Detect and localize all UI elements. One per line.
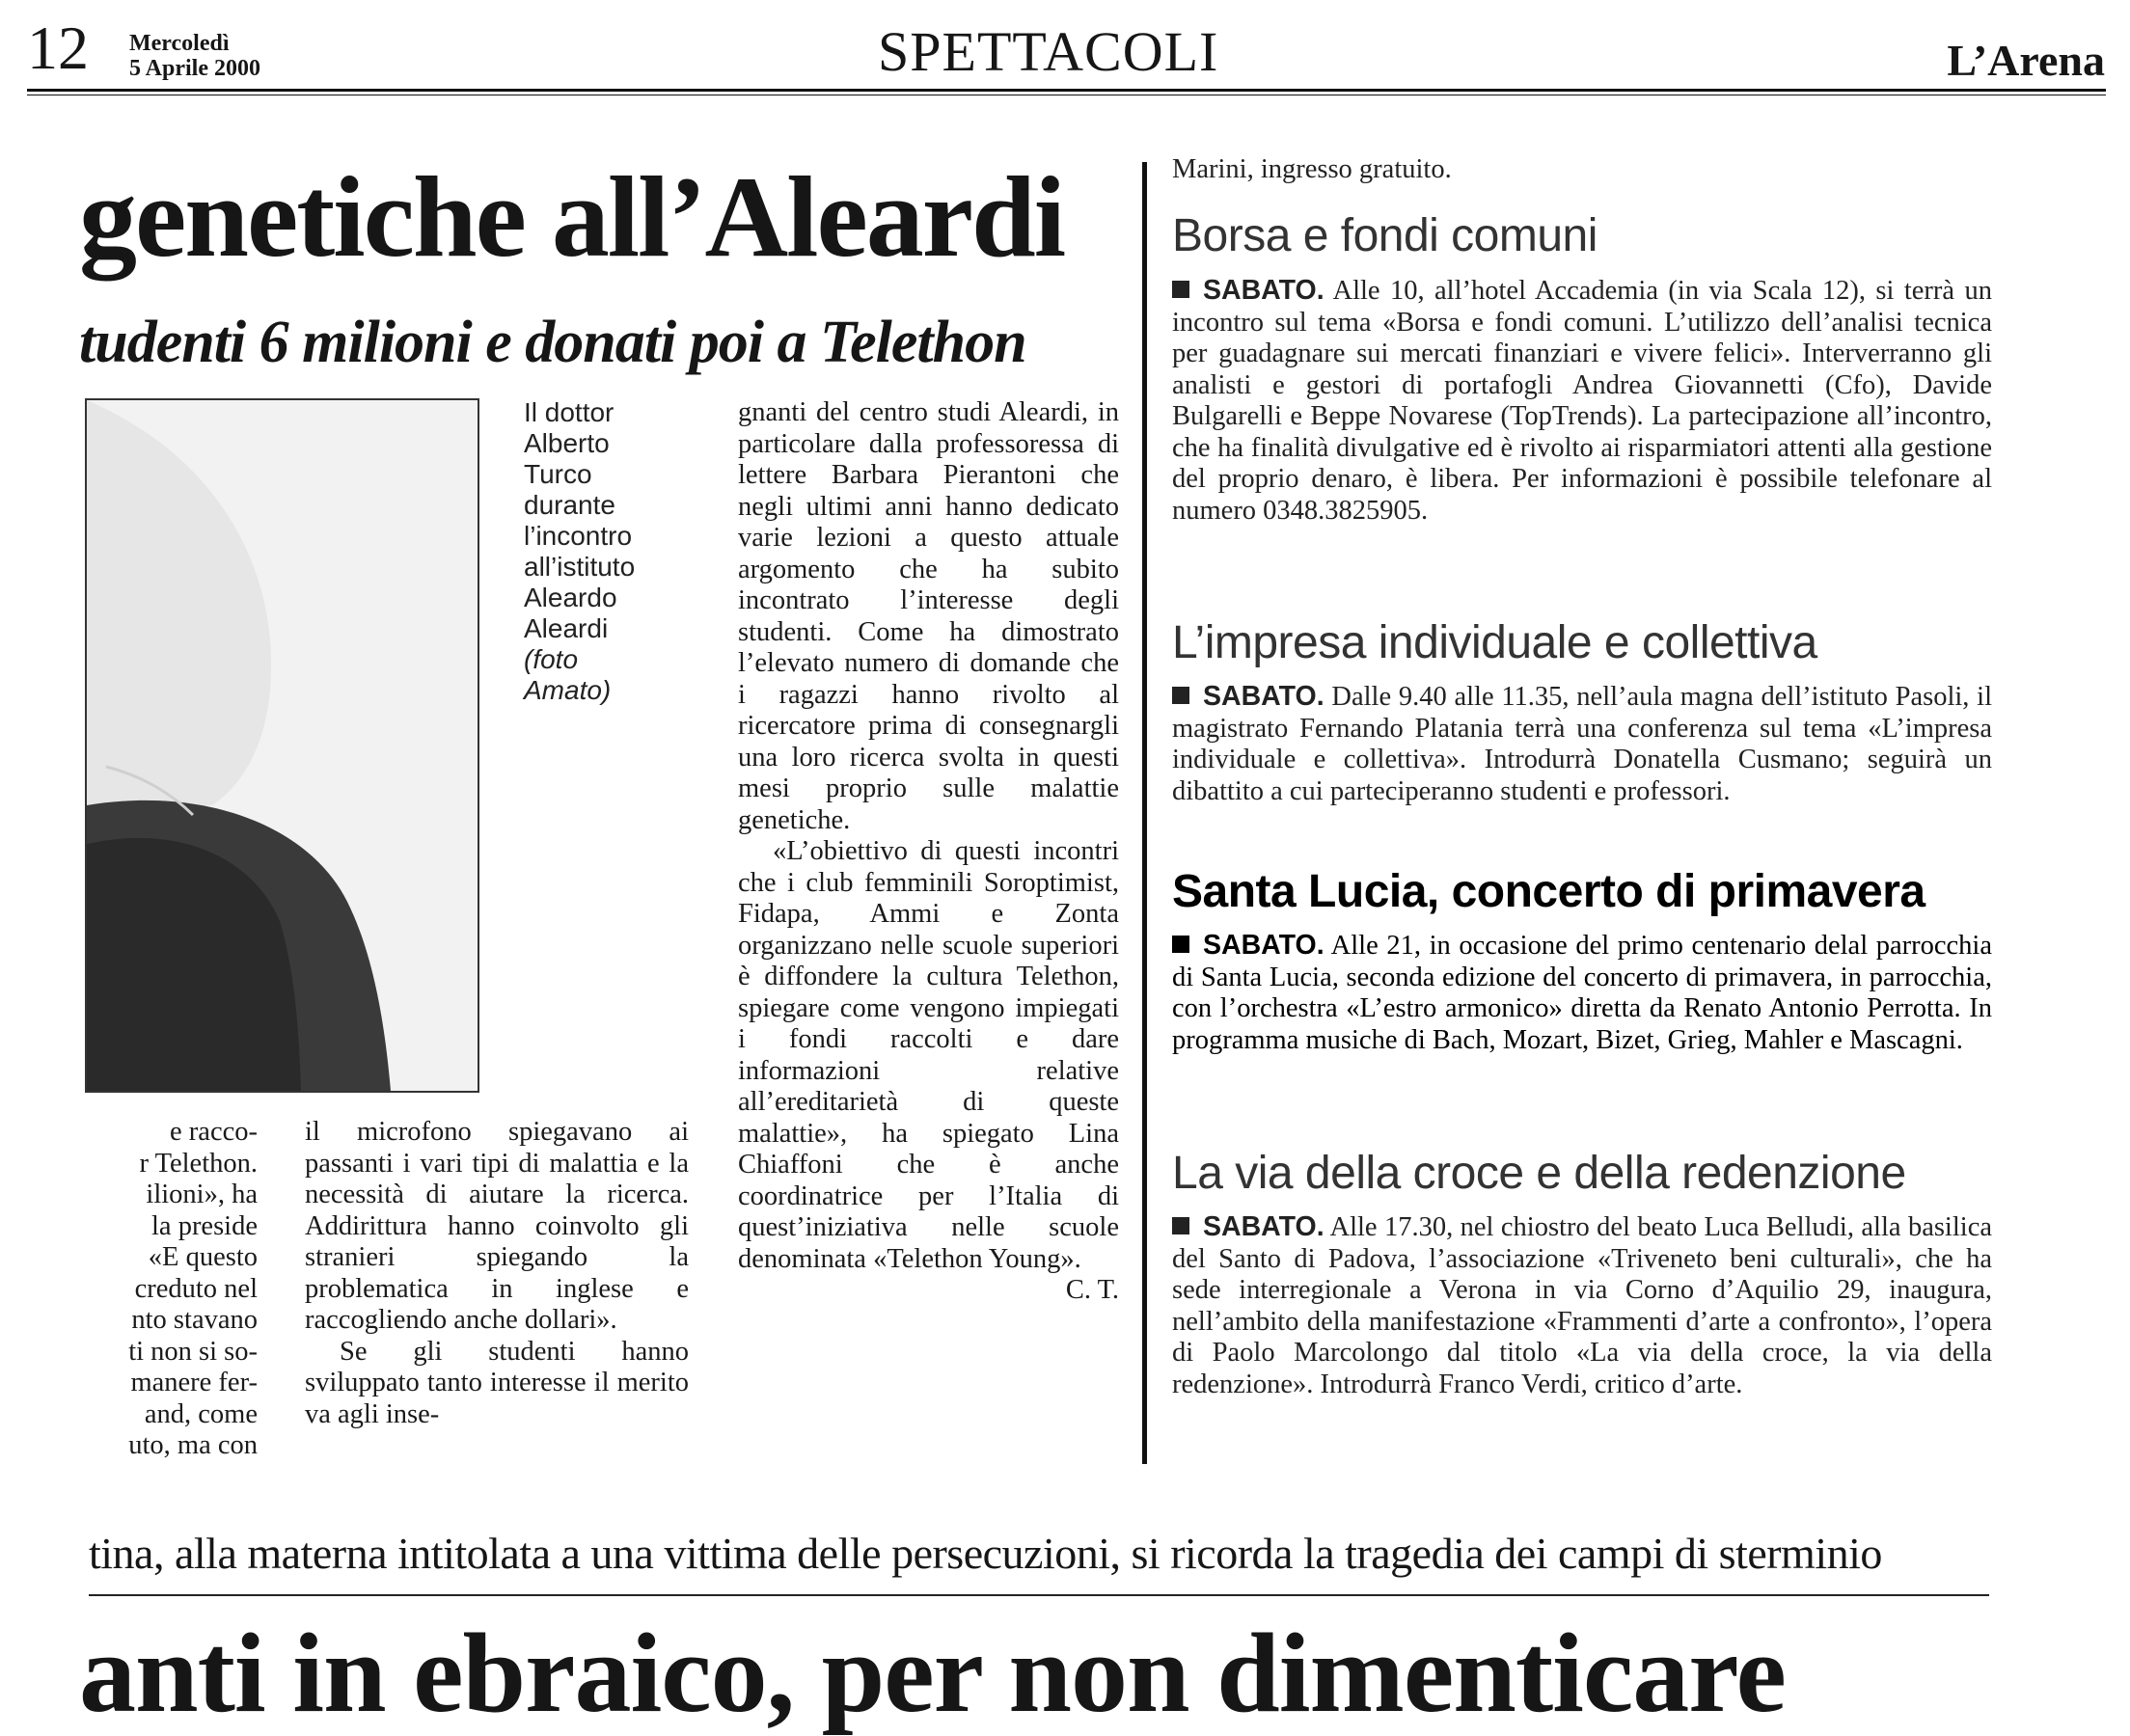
article-column-middle: il microfono spiegavano ai passanti i vari tipi di malattia e la necessità di aiutare la ricerca. Addirittura hanno coinvolto gli stranieri spiegando la problematica in inglese e raccogliendo anche dollari». Se gli studenti hanno sviluppato tanto interesse il merito va agli inse- bbox=[305, 1117, 689, 1429]
bottom-article-headline: anti in ebraico, per non dimenticare bbox=[79, 1610, 1786, 1736]
item-body-via-croce: SABATO. Alle 17.30, nel chiostro del beato Luca Belludi, alla basilica del Santo di Padova, l’associazione «Triveneto beni culturali», che ha sede interregionale a Verona in via Corno d’Aquilio 29, inaugura, nell’ambito della manifestazione «Frammenti d’arte a confronto», l’opera di Paolo Marcolongo dal titolo «La via della croce, la via della redenzione». Introdurrà Franco Verdi, critico d’arte. bbox=[1172, 1211, 1992, 1399]
bullet-square-icon bbox=[1172, 281, 1189, 298]
item-title-via-croce: La via della croce e della redenzione bbox=[1172, 1148, 1906, 1199]
masthead-rule bbox=[27, 89, 2106, 92]
article-subheadline: tudenti 6 milioni e donati poi a Telethon bbox=[79, 310, 1026, 375]
bullet-square-icon bbox=[1172, 687, 1189, 704]
date-block bbox=[129, 31, 260, 81]
bullet-square-icon bbox=[1172, 1217, 1189, 1234]
article-column-left-fragment: e racco- r Telethon. ilioni», ha la preside «E questo creduto nel nto stavano ti non si so- manere fer- and, come uto, ma con bbox=[128, 1117, 258, 1460]
photo-credit: (foto bbox=[524, 644, 579, 674]
item-body-borsa: SABATO. Alle 10, all’hotel Accademia (in via Scala 12), si terrà un incontro sul tema «Borsa e fondi comuni. L’utilizzo dell’analisi tecnica per guadagnare sui mercati finanziari e vivere felici». Interverranno gli analisti e gestori di portafogli Andrea Giovannetti (Cfo), Davide Bulgarelli e Beppe Novarese (TopTrends). La partecipazione all’incontro, che ha finalità divulgative ed è rivolto ai risparmiatori attenti alla gestione del proprio denaro, è libera. Per informazioni è possibile telefonare al numero 0348.3825905. bbox=[1172, 275, 1992, 526]
weekday: Mercoledì bbox=[129, 31, 230, 56]
author-signature: C. T. bbox=[1065, 1275, 1119, 1305]
photo-caption: Il dottor Alberto Turco durante l’incontro all’istituto Aleardo Aleardi (foto Amato) bbox=[524, 397, 697, 706]
item-body-santa-lucia: SABATO. Alle 21, in occasione del primo centenario delal parrocchia di Santa Lucia, seconda edizione del concerto di primavera, in parrocchia, con l’orchestra «L’estro armonico» diretta da Renato Antonio Perrotta. In programma musiche di Bach, Mozart, Bizet, Grieg, Mahler e Mascagni. bbox=[1172, 930, 1992, 1055]
article-column-right: gnanti del centro studi Aleardi, in particolare dalla professoressa di lettere Barbara Pierantoni che negli ultimi anni hanno dedicato varie lezioni a questo attuale argomento che ha subito incontrato l’interesse degli studenti. Come ha dimostrato l’elevato numero di domande che i ragazzi hanno rivolto al ricercatore prima di consegnargli una loro ricerca svolta in questi mesi proprio sulle malattie genetiche. «L’obiettivo di questi incontri che i club femminili Soroptimist, Fidapa, Ammi e Zonta organizzano nelle scuole superiori è diffondere la cultura Telethon, spiegare come vengono impiegati i fondi raccolti e dare informazioni relative all’ereditarietà di queste malattie», ha spiegato Lina Chiaffoni che è anche coordinatrice per l’Italia di quest’iniziativa nelle scuole denominata «Telethon Young». C. T. bbox=[738, 397, 1119, 1305]
bottom-article-subheadline: tina, alla materna intitolata a una vittima delle persecuzioni, si ricorda la tragedia dei campi di sterminio bbox=[89, 1529, 1882, 1578]
right-top-fragment: Marini, ingresso gratuito. bbox=[1172, 154, 1452, 184]
date: 5 Aprile 2000 bbox=[129, 56, 260, 81]
section-title: SPETTACOLI bbox=[878, 20, 1219, 83]
item-title-impresa: L’impresa individuale e collettiva bbox=[1172, 617, 1817, 668]
bottom-rule bbox=[89, 1594, 1989, 1596]
newspaper-name: L’Arena bbox=[1947, 36, 2105, 85]
article-headline: genetiche all’Aleardi bbox=[79, 152, 1065, 281]
item-title-santa-lucia: Santa Lucia, concerto di primavera bbox=[1172, 866, 1925, 917]
item-title-borsa: Borsa e fondi comuni bbox=[1172, 210, 1598, 261]
bullet-square-icon bbox=[1172, 936, 1189, 953]
page-number: 12 bbox=[27, 14, 89, 82]
column-separator bbox=[1142, 162, 1147, 1464]
item-body-impresa: SABATO. Dalle 9.40 alle 11.35, nell’aula magna dell’istituto Pasoli, il magistrato Fernando Platania terrà una conferenza sul tema «L’impresa individuale e collettiva». Introdurrà Donatella Cusmano; seguirà un dibattito a cui parteciperanno studenti e professori. bbox=[1172, 681, 1992, 806]
article-photo bbox=[85, 398, 479, 1093]
portrait-photo-image bbox=[87, 400, 478, 1091]
